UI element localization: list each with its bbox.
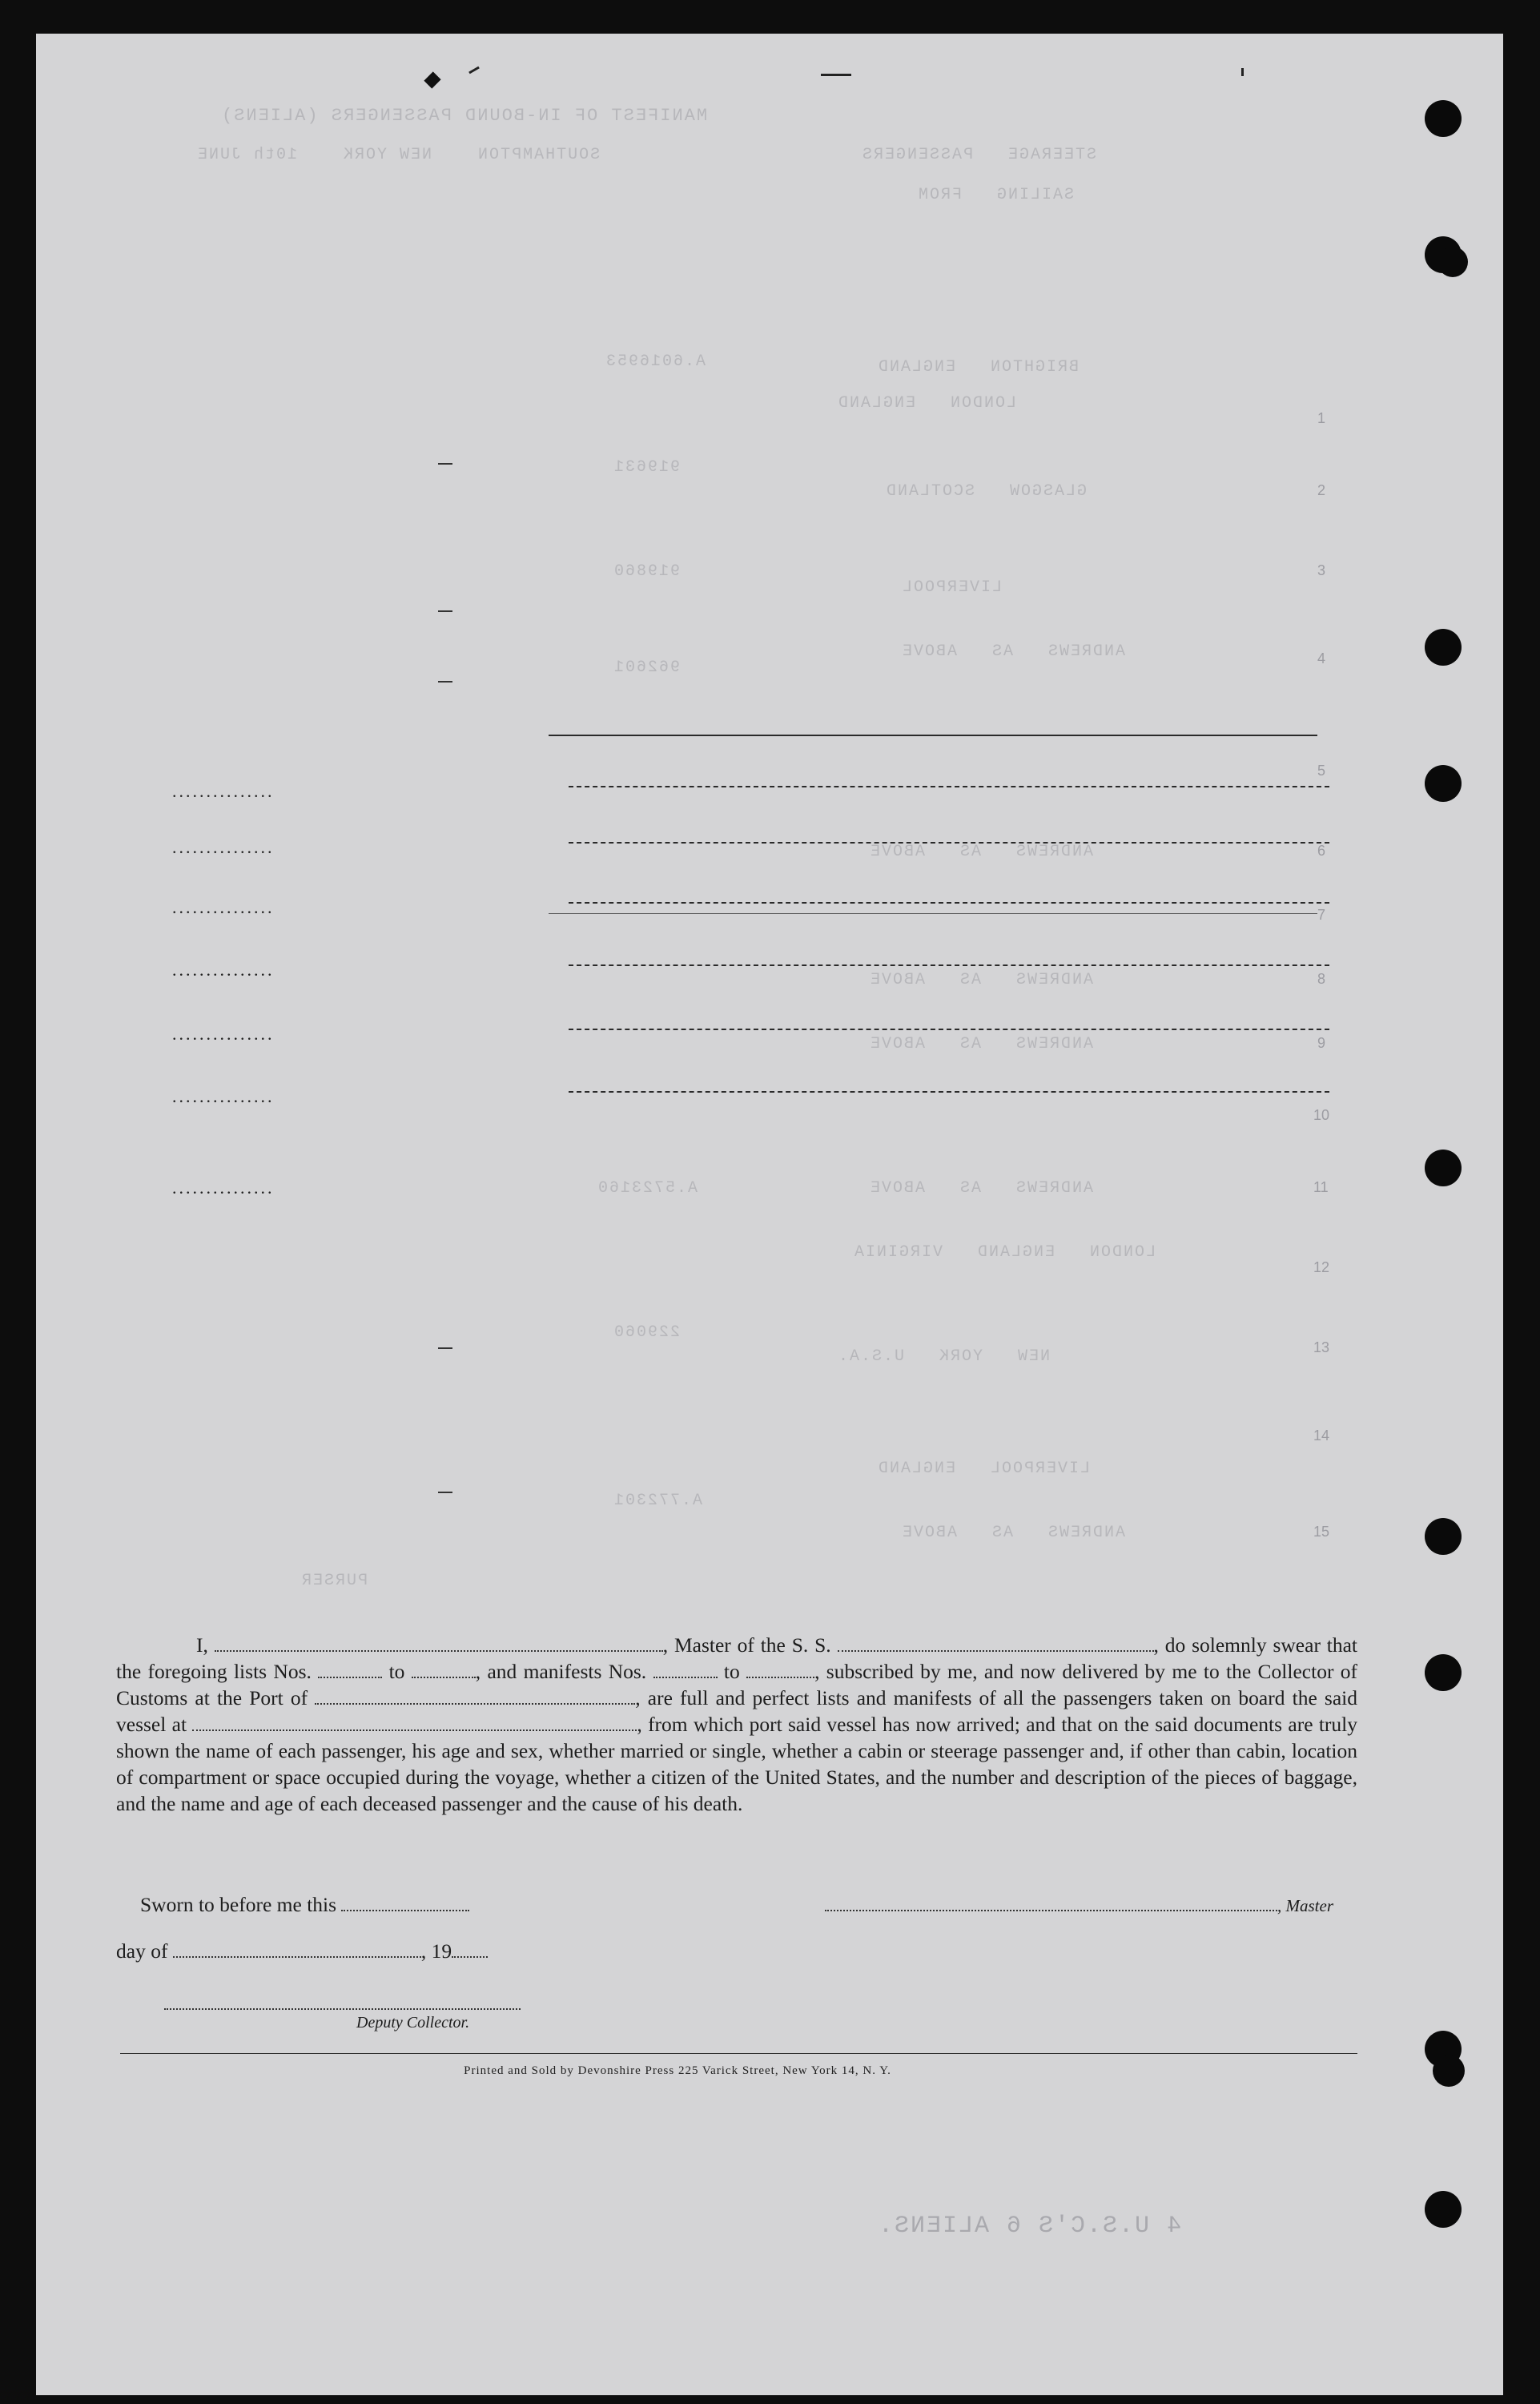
dash-mark (438, 1347, 452, 1349)
cancelled-entry-row (112, 767, 1329, 831)
sworn-label: Sworn to before me this (140, 1893, 337, 1916)
bleed-through-header: MANIFEST OF IN-BOUND PASSENGERS (ALIENS) (220, 106, 708, 126)
dotted-leader: ............... (172, 1086, 275, 1106)
ink-mark (468, 66, 480, 74)
subscribed-label: , subscribed by me, and now (814, 1660, 1055, 1683)
punch-hole (1425, 1518, 1462, 1555)
row-number: 4 (1317, 650, 1326, 666)
bleed-through-text: LIVERPOOL ENGLAND (877, 1460, 1091, 1478)
bleed-through-text: LONDON ENGLAND VIRGINIA (853, 1243, 1156, 1262)
cancelled-entry-row (112, 1009, 1329, 1073)
printer-imprint: Printed and Sold by Devonshire Press 225 Varick Street, New York 14, N. Y. (464, 2064, 891, 2077)
row-number: 6 (1317, 843, 1326, 859)
delivered-label: delivered by me to the Collector of Customs at the Port of (116, 1660, 1358, 1709)
do-solemnly-label: , do solemnly (1153, 1633, 1267, 1657)
row-number: 12 (1313, 1259, 1330, 1275)
bleed-through-text: GLASGOW SCOTLAND (885, 482, 1088, 501)
day-of-label: day of (116, 1939, 168, 1963)
cancelled-entry-row (112, 945, 1329, 1009)
dash-mark (438, 610, 452, 612)
bleed-through-text: ANDREWS AS ABOVE (869, 1035, 1094, 1053)
bleed-through-text: NEW YORK U.S.A. (837, 1347, 1051, 1366)
cancelled-entry-row (112, 823, 1329, 887)
bleed-through-text: A.6016953 (605, 352, 706, 371)
dotted-leader: ............... (172, 781, 275, 801)
manifests-from-field[interactable] (653, 1659, 718, 1678)
bleed-through-text: BRIGHTON ENGLAND (877, 358, 1080, 377)
dash-mark (438, 463, 452, 465)
dash-mark (438, 1492, 452, 1493)
bottom-note: 4 U.S.C'S 6 ALIENS. (877, 2213, 1182, 2240)
oath-i: I, (196, 1633, 208, 1657)
bleed-through-text: 229060 (613, 1323, 681, 1342)
punch-hole (1425, 1654, 1462, 1691)
manifests-all-label: manifests of all the passengers taken on board the said vessel at (116, 1686, 1357, 1736)
dotted-leader: ............... (172, 1178, 275, 1198)
manifest-sheet (36, 34, 1503, 2395)
year-label: , 19 (420, 1939, 452, 1963)
punch-hole (1425, 629, 1462, 666)
row-number: 15 (1313, 1524, 1330, 1540)
row-number: 14 (1313, 1428, 1330, 1444)
ink-mark (821, 74, 851, 76)
punch-hole (1425, 100, 1462, 137)
port-field[interactable] (315, 1685, 635, 1705)
port-said-text: port said vessel has now arrived; and that on the said documents are truly shown the name of each passenger, his age and sex, whether married or single, whether a cabin or steerage passenger and, if other than cabin, location of compartment or space occupied during the voyage, whether a citizen of the United States, and the number and description of the pieces of baggage, and the name and age of each deceased passenger and the cause of his death. (116, 1713, 1357, 1815)
cancelled-entry-row (112, 1072, 1329, 1136)
month-field[interactable] (173, 1939, 421, 1958)
deputy-signature-field[interactable] (164, 2008, 521, 2010)
lists-to-field[interactable] (412, 1659, 476, 1678)
swear-label: swear that the foregoing lists Nos. (116, 1633, 1358, 1683)
ink-mark (1241, 68, 1244, 76)
bleed-through-text: ANDREWS AS ABOVE (869, 843, 1094, 861)
bleed-through-text: SOUTHAMPTON NEW YORK 10th JUNE (196, 146, 601, 164)
row-number: 9 (1317, 1035, 1326, 1051)
manifests-to-field[interactable] (746, 1659, 814, 1678)
master-label: , Master (1277, 1896, 1333, 1915)
dotted-leader: ............... (172, 960, 275, 980)
punch-hole (1425, 2191, 1462, 2228)
sworn-day-field[interactable] (341, 1892, 469, 1911)
master-of-ss-label: , Master of the S. S. (662, 1633, 831, 1657)
cancelled-entry-row (112, 1163, 1329, 1227)
bleed-through-text: ANDREWS AS ABOVE (869, 971, 1094, 989)
row-number: 5 (1317, 763, 1326, 779)
vessel-name-field[interactable] (838, 1633, 1154, 1652)
row-number: 10 (1313, 1107, 1330, 1123)
bleed-through-text: STEERAGE PASSENGERS (861, 146, 1097, 164)
punch-hole (1433, 2055, 1465, 2087)
punch-hole (1425, 1150, 1462, 1186)
dotted-leader: ............... (172, 1024, 275, 1044)
cancel-line (549, 735, 1317, 736)
bleed-through-text: A.772301 (613, 1492, 703, 1510)
bleed-through-text: LONDON ENGLAND (837, 394, 1017, 413)
row-number: 1 (1317, 410, 1326, 426)
ink-mark (424, 71, 440, 88)
row-number: 13 (1313, 1339, 1330, 1355)
lists-from-field[interactable] (318, 1659, 382, 1678)
row-number: 7 (1317, 907, 1326, 923)
deputy-collector-label: Deputy Collector. (356, 2014, 470, 2032)
bleed-through-text: PURSER (300, 1572, 368, 1590)
column-rule (549, 913, 1317, 914)
bleed-through-text: ANDREWS AS ABOVE (901, 642, 1126, 661)
to-label: to (723, 1660, 740, 1683)
dash-mark (438, 681, 452, 683)
punch-hole (1425, 765, 1462, 802)
departure-port-field[interactable] (192, 1712, 637, 1731)
and-manifests-label: , and manifests Nos. (475, 1660, 647, 1683)
oath-paragraph (116, 1632, 1357, 1817)
dotted-leader: ............... (172, 897, 275, 917)
bleed-through-text: ANDREWS AS ABOVE (869, 1179, 1094, 1198)
bleed-through-text: 919631 (613, 458, 681, 477)
bleed-through-text: 919860 (613, 562, 681, 581)
sworn-line (140, 1892, 469, 1917)
bleed-through-text: SAILING FROM (917, 186, 1075, 204)
full-perfect-label: , are full and perfect lists and (635, 1686, 887, 1709)
row-number: 8 (1317, 971, 1326, 987)
row-number: 3 (1317, 562, 1326, 578)
year-field[interactable] (452, 1939, 488, 1958)
bottom-rule (120, 2053, 1357, 2054)
dotted-leader: ............... (172, 837, 275, 857)
to-label: to (388, 1660, 405, 1683)
bleed-through-text: A.5723160 (597, 1179, 698, 1198)
cancelled-entry-row (112, 883, 1329, 947)
punch-hole (1437, 247, 1468, 277)
row-number: 2 (1317, 482, 1326, 498)
from-which-label: , from which (637, 1713, 744, 1736)
day-of-line (116, 1939, 488, 1963)
row-number: 11 (1313, 1179, 1329, 1195)
bleed-through-text: LIVERPOOL (901, 578, 1003, 597)
bleed-through-text: 962601 (613, 658, 681, 677)
bleed-through-text: ANDREWS AS ABOVE (901, 1524, 1126, 1542)
master-name-field[interactable] (215, 1633, 663, 1652)
master-signature-field[interactable] (825, 1892, 1277, 1911)
master-signature-line (825, 1892, 1333, 1917)
